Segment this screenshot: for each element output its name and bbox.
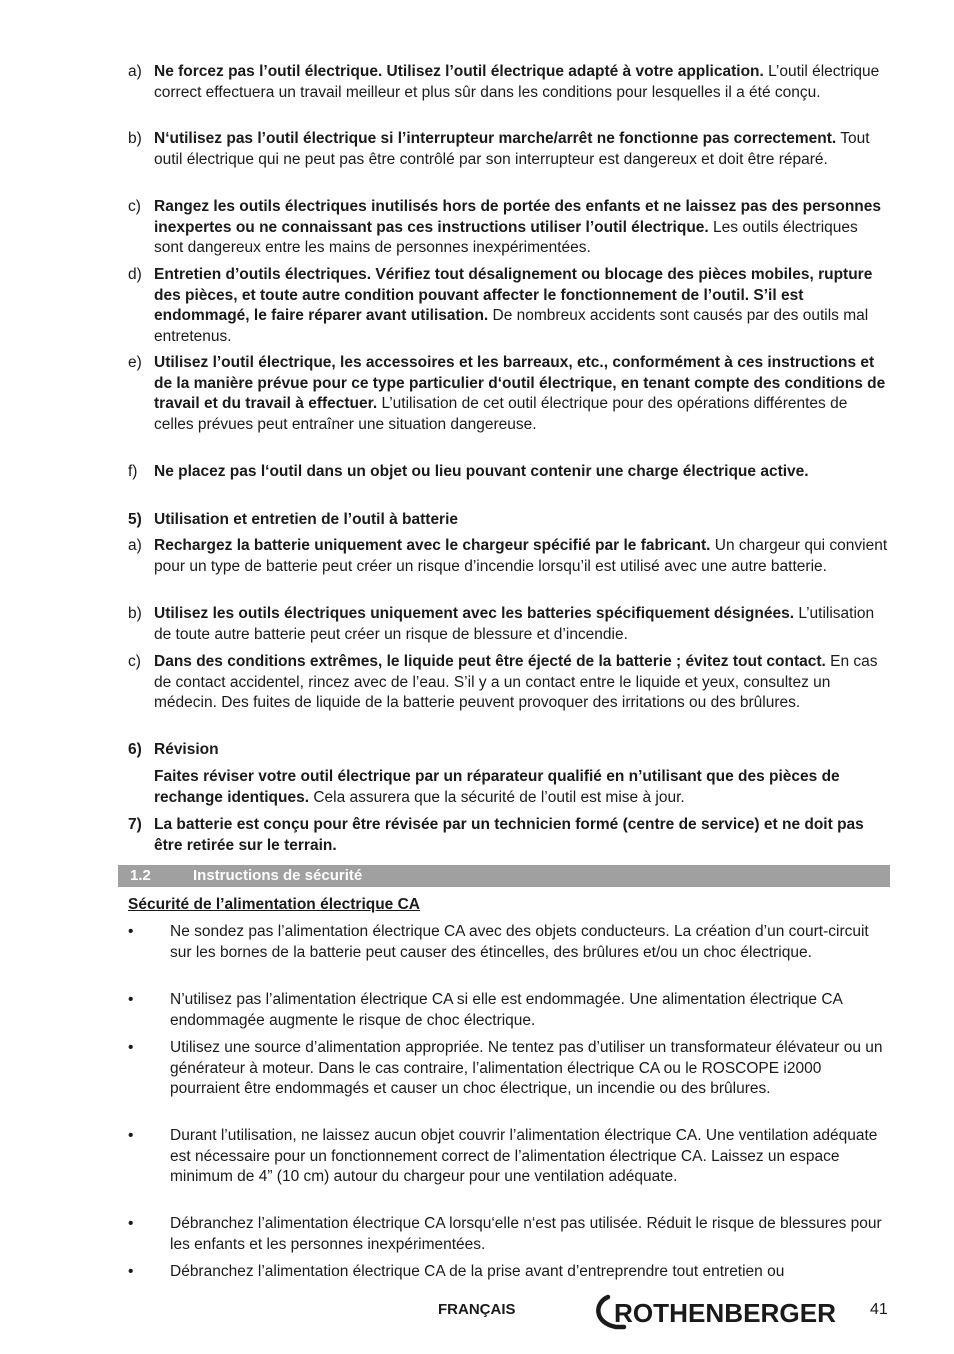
list-item	[128, 462, 890, 483]
bullet-icon: •	[128, 1215, 134, 1232]
item-normal-text: L’utilisation de cet outil électrique pour des opérations différentes de celles prévues peut entraîner une situation dangereuse.	[154, 395, 848, 433]
item-text	[154, 815, 890, 856]
revision-paragraph	[154, 767, 890, 808]
section-heading-5	[128, 510, 890, 531]
bullet-text: Débranchez l’alimentation électrique CA lorsqu‘elle n‘est pas utilisée. Réduit le risque de blessures pour les enfants et les personnes inexpérimentées.	[170, 1215, 882, 1253]
item-normal-text: En cas de contact accidentel, rincez avec de l’eau. S’il y a un contact entre le liquide et yeux, consultez un médecin. Des fuites de liquide de la batterie peuvent provoquer des irritations ou des brûlures.	[154, 653, 878, 712]
item-normal-text: Tout outil électrique qui ne peut pas être contrôlé par son interrupteur est dangereux et doit être réparé.	[154, 130, 870, 168]
item-text	[154, 62, 890, 103]
item-label: c)	[128, 198, 141, 215]
item-text	[154, 265, 890, 347]
bullet-text: Ne sondez pas l’alimentation électrique CA avec des objets conducteurs. La création d’un court-circuit sur les bornes de la batterie peut causer des étincelles, des brûlures et/ou un choc électrique.	[170, 923, 869, 961]
paragraph-normal-text: Cela assurera que la sécurité de l’outil est mise à jour.	[313, 788, 685, 806]
item-normal-text: De nombreux accidents sont causés par des outils mal entretenus.	[154, 307, 869, 345]
bullet-text: Durant l’utilisation, ne laissez aucun objet couvrir l’alimentation électrique CA. Une ventilation adéquate est nécessaire pour un fonctionnement correct de l’alimentation électrique CA. Laissez un espace minimum de 4” (10 cm) autour du chargeur pour une ventilation adéquate.	[170, 1127, 878, 1186]
section-heading-7	[128, 815, 890, 856]
list-item	[128, 62, 890, 103]
item-text	[154, 197, 890, 259]
logo-wordmark: ROTHENBERGER	[614, 1298, 837, 1328]
item-text	[154, 353, 890, 435]
item-bold-text: Rangez les outils électriques inutilisés hors de portée des enfants et ne laissez pas des personnes inexpertes ou ne connaissant pas ces instructions utiliser l’outil électrique.	[154, 198, 882, 236]
item-text	[154, 462, 890, 483]
bullet-icon: •	[128, 1127, 134, 1144]
bullet-text: Débranchez l’alimentation électrique CA de la prise avant d’entreprendre tout entretien ou	[170, 1263, 785, 1280]
item-bold-text: Entretien d’outils électriques. Vérifiez tout désalignement ou blocage des pièces mobiles, rupture des pièces, et toute autre condition pouvant affecter le fonctionnement de l’outil. S’il est endommagé, le faire réparer avant utilisation.	[154, 266, 873, 325]
subheading: Sécurité de l’alimentation électrique CA	[128, 896, 420, 913]
bullet-icon: •	[128, 1263, 134, 1280]
item-bold-text: Révision	[154, 741, 219, 758]
list-item	[128, 652, 890, 714]
item-bold-text: Utilisez les outils électriques uniquement avec les batteries spécifiquement désignées.	[154, 605, 795, 622]
bullet-text: N’utilisez pas l’alimentation électrique CA si elle est endommagée. Une alimentation électrique CA endommagée augmente le risque de choc électrique.	[170, 991, 843, 1029]
item-label: f)	[128, 463, 138, 480]
item-bold-text: Utilisez l’outil électrique, les accessoires et les barreaux, etc., conformément à ces instructions et de la manière prévue pour ce type particulier d‘outil électrique, en tenant compte des conditions de travail et du travail à effectuer.	[154, 354, 886, 413]
bullet-item	[128, 1214, 890, 1255]
section-heading-6	[128, 740, 890, 761]
item-bold-text: Ne forcez pas l’outil électrique. Utilisez l’outil électrique adapté à votre application.	[154, 63, 764, 80]
item-label: d)	[128, 266, 142, 283]
page-number: 41	[870, 1301, 888, 1318]
item-normal-text: Un chargeur qui convient pour un type de batterie peut créer un risque d’incendie lorsqu’il est utilisé avec une autre batterie.	[154, 537, 888, 575]
item-label: 6)	[128, 741, 142, 758]
item-bold-text: Dans des conditions extrêmes, le liquide peut être éjecté de la batterie ; évitez tout contact.	[154, 653, 826, 670]
item-label: 7)	[128, 816, 142, 833]
section-bar	[118, 865, 890, 887]
bullet-text: Utilisez une source d’alimentation appropriée. Ne tentez pas d’utiliser un transformateur élévateur ou un générateur à moteur. Dans le cas contraire, l’alimentation électrique CA ou le ROSCOPE i2000 pourraient être endommagés et causer un choc électrique, un incendie ou des brûlures.	[170, 1039, 883, 1098]
item-text	[154, 652, 890, 714]
footer-language: FRANÇAIS	[438, 1301, 516, 1318]
list-item	[128, 604, 890, 645]
paragraph-bold-text: Faites réviser votre outil électrique par un réparateur qualifié en n’utilisant que des pièces de rechange identiques.	[154, 768, 840, 806]
section-title: Instructions de sécurité	[193, 867, 363, 884]
item-label: b)	[128, 130, 142, 147]
item-text	[154, 536, 890, 577]
item-label: 5)	[128, 511, 142, 528]
list-item	[128, 197, 890, 259]
list-item	[128, 353, 890, 435]
item-normal-text: Les outils électriques sont dangereux entre les mains de personnes inexpérimentées.	[154, 218, 858, 257]
bullet-item	[128, 1038, 890, 1100]
item-bold-text: N‘utilisez pas l’outil électrique si l’interrupteur marche/arrêt ne fonctionne pas correctement.	[154, 130, 837, 147]
bullet-item	[128, 990, 890, 1031]
item-text	[154, 129, 890, 170]
bullet-icon: •	[128, 991, 134, 1008]
bullet-icon: •	[128, 923, 134, 940]
item-normal-text: L’outil électrique correct effectuera un travail meilleur et plus sûr dans les conditions pour lesquelles il a été conçu.	[154, 63, 880, 101]
item-bold-text: Ne placez pas l‘outil dans un objet ou lieu pouvant contenir une charge électrique active.	[154, 463, 809, 480]
item-text	[154, 604, 890, 645]
item-text	[154, 510, 890, 531]
item-label: a)	[128, 63, 142, 80]
item-bold-text: La batterie est conçu pour être révisée par un technicien formé (centre de service) et ne doit pas être retirée sur le terrain.	[154, 816, 864, 854]
item-label: a)	[128, 537, 142, 554]
item-text	[154, 740, 890, 761]
bullet-icon: •	[128, 1039, 134, 1056]
item-label: b)	[128, 605, 142, 622]
item-normal-text: L’utilisation de toute autre batterie peut créer un risque de blessure et d’incendie.	[154, 605, 875, 643]
logo-icon	[594, 1293, 842, 1333]
item-label: e)	[128, 354, 142, 371]
item-bold-text: Utilisation et entretien de l’outil à batterie	[154, 511, 459, 528]
item-bold-text: Rechargez la batterie uniquement avec le chargeur spécifié par le fabricant.	[154, 537, 711, 554]
bullet-item	[128, 922, 890, 963]
list-item	[128, 129, 890, 170]
rothenberger-logo	[594, 1293, 842, 1340]
list-item	[128, 265, 890, 347]
bullet-item	[128, 1262, 890, 1283]
section-number: 1.2	[130, 867, 151, 884]
item-label: c)	[128, 653, 141, 670]
bullet-item	[128, 1126, 890, 1188]
list-item	[128, 536, 890, 577]
